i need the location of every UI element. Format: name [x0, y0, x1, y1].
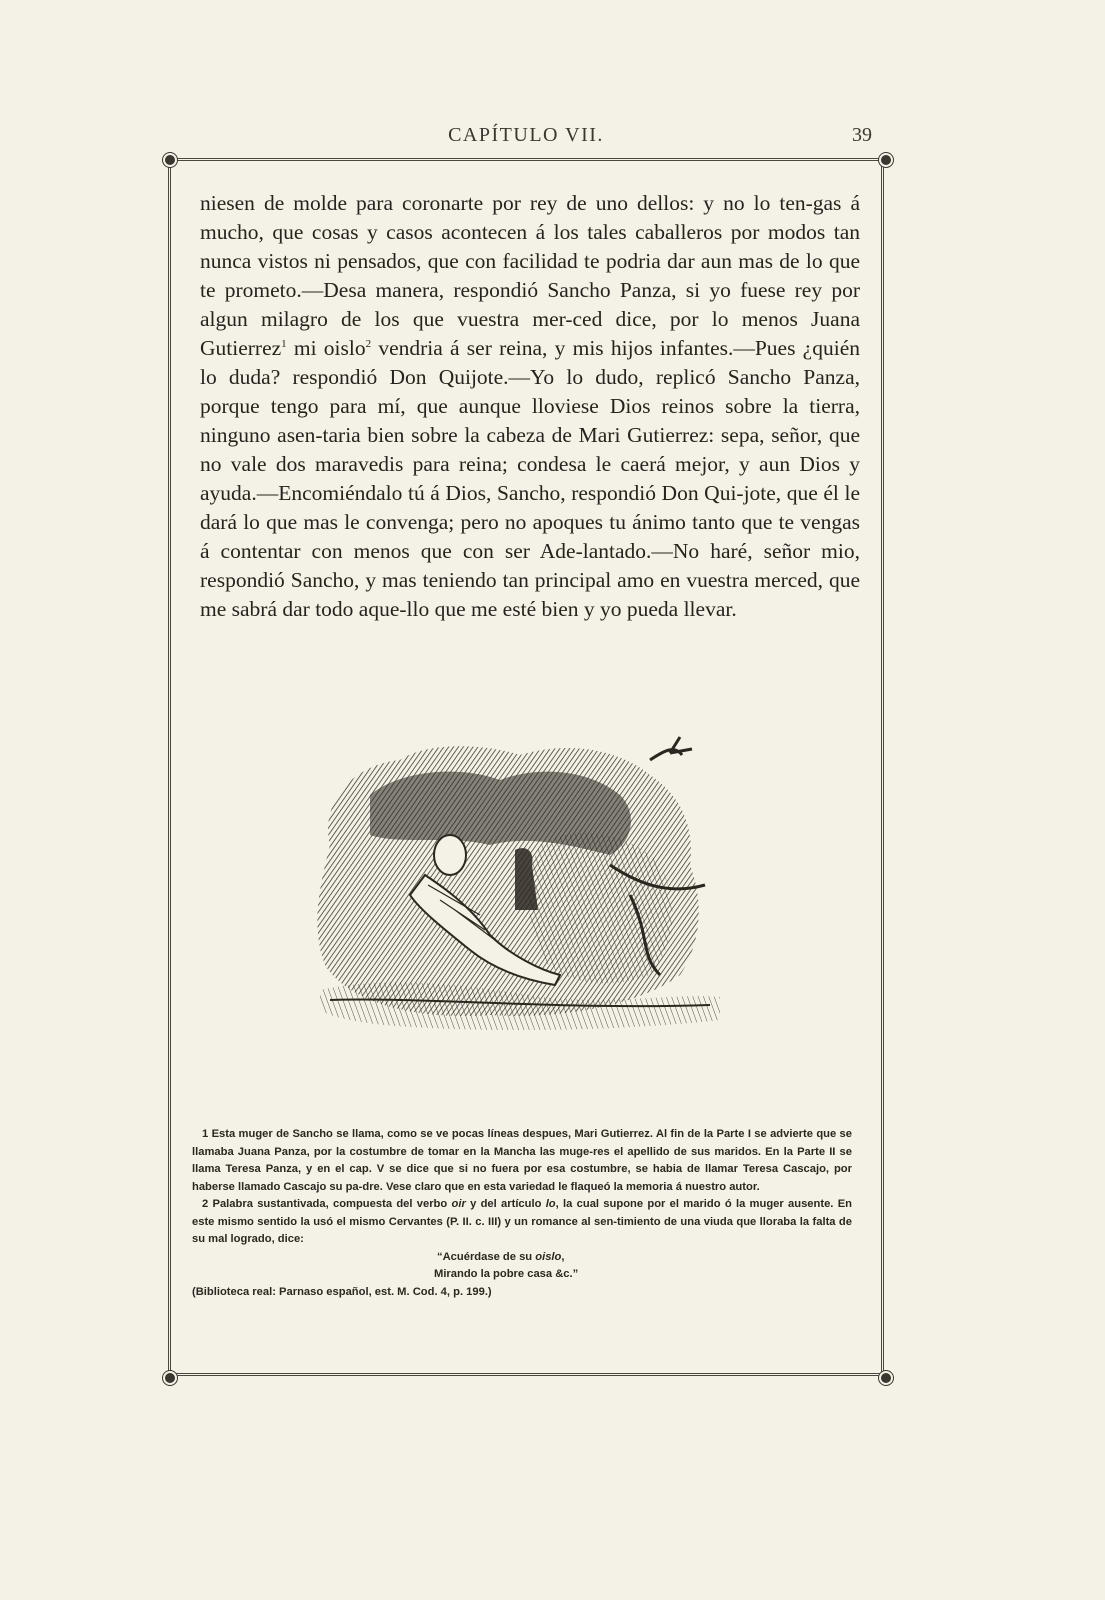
- body-text: [200, 189, 860, 624]
- body-text-part: vendria á ser reina, y mis hijos infantes.—Pues ¿quién lo duda? respondió Don Quijote.—Yo lo dudo, replicó Sancho Panza, porque tengo para mí, que aunque lloviese Dios reinos sobre la tierra, ninguno asen-taria bien sobre la cabeza de Mari Gutierrez: sepa, señor, que no vale dos maravedis para reina; condesa le caerá mejor, y aun Dios y ayuda.—Encomiéndalo tú á Dios, Sancho, respondió Don Qui-jote, que él le dará lo que mas le convenga; pero no apoques tu ánimo tanto que te vengas á contentar con menos que con ser Ade-lantado.—No haré, señor mio, respondió Sancho, y mas teniendo tan principal amo en vuestra merced, que me sabrá dar todo aque-llo que me esté bien y yo pueda llevar.: [200, 336, 860, 621]
- footnote-term: oir: [451, 1198, 466, 1210]
- frame-ornament: [163, 153, 177, 167]
- footnote-text: , la cual supone por el marido ó la muger ausente. En este mismo sentido la usó el mismo Cervantes (P. II. c. III) y un romance al sen-timiento de una viuda que lloraba la falta de su mal logrado, dice:: [192, 1198, 852, 1245]
- verse-line-2: Mirando la pobre casa &c.”: [434, 1268, 579, 1280]
- body-text-part: niesen de molde para coronarte por rey de uno dellos: y no lo ten-gas á mucho, que cosas y casos acontecen á los tales caballeros por modos tan nunca vistos ni pensados, que con facilidad te podria dar aun mas de lo que te prometo.—Desa manera, respondió Sancho Panza, si yo fuese rey por algun milagro de los que vuestra mer-ced dice, por lo menos Juana Gutierrez: [200, 191, 860, 360]
- page-number: 39: [852, 124, 872, 146]
- frame-ornament: [163, 1371, 177, 1385]
- verse-line-1: [192, 1249, 852, 1267]
- footnote-2: [192, 1196, 852, 1249]
- frame-ornament: [879, 153, 893, 167]
- footnote-text: y del artículo: [465, 1198, 546, 1210]
- body-text-part: mi oislo: [286, 336, 366, 360]
- verse-term: oislo: [535, 1250, 562, 1263]
- footnote-text: 2 Palabra sustantivada, compuesta del verbo: [202, 1198, 452, 1210]
- woodcut-illustration: [310, 735, 730, 1035]
- body-paragraph: [200, 189, 860, 624]
- footnote-1: 1 Esta muger de Sancho se llama, como se ve pocas líneas despues, Mari Gutierrez. Al fin de la Parte I se advierte que se llamaba Juana Panza, por la costumbre de tomar en la Mancha las muge-res el apellido de sus maridos. En la Parte II se llama Teresa Panza, y en el cap. V se dice que si no fuera por esa costumbre, se habia de llamar Teresa Cascajo, por haberse llamado Cascajo su pa-dre. Vese claro que en esta variedad le flaqueó la memoria á nuestro autor.: [192, 1128, 852, 1193]
- running-title: CAPÍTULO VII.: [448, 124, 604, 146]
- footnote-term: lo: [545, 1198, 556, 1210]
- verse-text: ,: [561, 1250, 565, 1263]
- footnote-ref: 1: [281, 337, 287, 350]
- frame-ornament: [879, 1371, 893, 1385]
- verse-text: “Acuérdase de su: [437, 1250, 536, 1263]
- page-header: [168, 124, 884, 154]
- footnotes: [192, 1126, 852, 1301]
- footnote-ref: 2: [365, 337, 372, 350]
- footnote-source: (Biblioteca real: Parnaso español, est. M. Cod. 4, p. 199.): [192, 1285, 492, 1298]
